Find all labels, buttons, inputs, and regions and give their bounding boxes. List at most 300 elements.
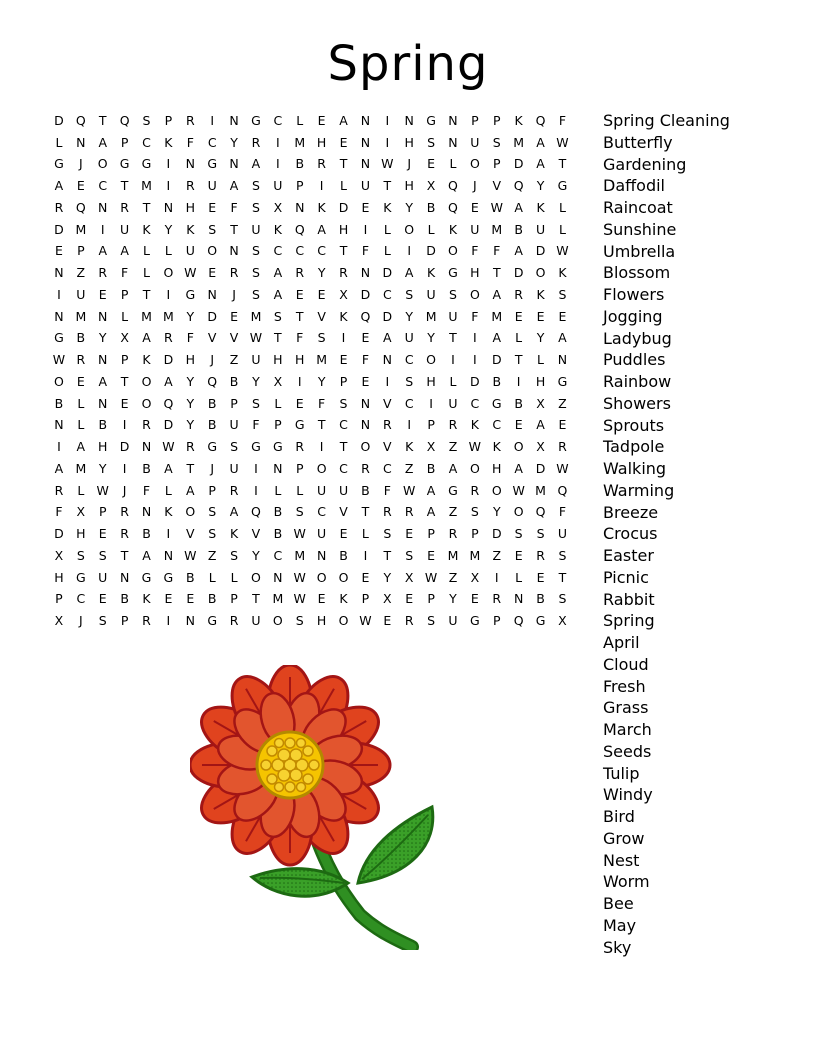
grid-letter: N [185,613,195,629]
grid-letter: O [404,221,415,237]
grid-letter: F [186,330,194,346]
word-list-item: Tadpole [603,437,665,457]
grid-letter: W [381,156,394,172]
grid-letter: E [317,112,326,128]
grid-letter: R [251,134,261,150]
word-list-item: Windy [603,785,653,805]
grid-letter: N [448,112,458,128]
grid-letter: V [339,504,348,520]
grid-letter: H [426,373,436,389]
grid-letter: Y [186,308,195,324]
grid-letter: N [98,395,108,411]
grid-letter: X [54,547,64,563]
grid-letter: C [339,417,348,433]
grid-letter: Y [449,591,457,607]
grid-letter: S [449,286,457,302]
grid-row [48,306,573,328]
grid-letter: E [470,591,479,607]
grid-letter: R [361,460,370,476]
grid-letter: B [273,526,283,542]
grid-letter: O [163,265,174,281]
grid-letter: B [361,482,370,498]
grid-letter: L [515,330,523,346]
grid-letter: A [98,373,107,389]
grid-letter: E [361,330,370,346]
grid-letter: H [316,134,327,150]
word-list-item: Sky [603,937,632,957]
word-list-item: March [603,720,652,739]
grid-row [48,197,573,219]
grid-letter: D [360,286,371,302]
grid-letter: A [536,417,545,433]
grid-letter: N [360,265,371,281]
grid-letter: L [230,569,238,585]
grid-letter: C [273,112,283,128]
grid-letter: M [141,308,152,324]
grid-row [48,502,573,524]
grid-letter: D [54,112,64,128]
grid-letter: S [405,286,414,302]
grid-letter: Z [229,352,239,368]
grid-letter: Y [98,460,107,476]
grid-letter: O [426,352,436,368]
grid-letter: L [143,243,150,259]
grid-letter: V [383,395,392,411]
grid-letter: S [405,373,414,389]
grid-letter: U [251,352,261,368]
grid-letter: X [536,395,545,411]
grid-letter: W [556,134,569,150]
grid-letter: T [361,504,370,520]
word-list-item: Butterfly [603,132,673,152]
flower-illustration [190,665,440,950]
grid-letter: N [448,134,458,150]
word-list-item: Rainbow [603,372,672,391]
grid-letter: B [295,156,305,172]
word-list-item: Grass [603,698,649,718]
grid-letter: M [75,460,87,476]
grid-letter: P [77,243,85,259]
grid-letter: E [361,373,370,389]
grid-letter: R [76,352,86,368]
grid-letter: E [514,417,523,433]
grid-letter: D [513,156,524,172]
grid-letter: I [166,526,171,542]
grid-letter: T [230,221,238,237]
grid-letter: U [207,178,217,194]
grid-letter: X [383,591,392,607]
grid-letter: Y [186,373,195,389]
grid-letter: A [229,504,239,520]
grid-letter: G [557,178,568,194]
grid-letter: E [339,352,348,368]
grid-letter: M [447,547,459,563]
grid-letter: H [404,134,414,150]
grid-letter: M [425,308,437,324]
grid-letter: I [100,221,105,237]
grid-letter: E [76,373,85,389]
word-list-item: Spring [603,611,655,631]
grid-letter: S [427,613,436,629]
grid-letter: D [535,460,546,476]
grid-letter: E [514,308,523,324]
grid-letter: W [468,439,482,455]
grid-letter: N [141,439,152,455]
grid-letter: A [273,265,283,281]
grid-letter: A [54,178,64,194]
grid-letter: P [492,156,501,172]
grid-letter: H [535,373,546,389]
grid-letter: L [143,265,150,281]
grid-letter: H [316,613,327,629]
grid-letter: I [319,439,324,455]
grid-letter: Q [535,112,546,128]
grid-letter: I [122,417,127,433]
grid-letter: D [54,526,64,542]
grid-letter: L [77,417,85,433]
grid-letter: R [185,178,195,194]
grid-letter: R [142,417,151,433]
grid-letter: K [536,199,545,215]
grid-letter: K [229,526,239,542]
grid-letter: Q [75,112,86,128]
grid-letter: I [166,613,171,629]
grid-letter: R [142,613,151,629]
grid-letter: Y [98,330,107,346]
grid-letter: I [516,373,521,389]
grid-letter: O [185,504,196,520]
grid-row [48,480,573,502]
grid-letter: E [405,591,414,607]
grid-letter: R [185,439,195,455]
grid-letter: B [207,395,217,411]
grid-letter: V [207,330,217,346]
grid-letter: J [210,460,215,476]
grid-letter: K [164,134,173,150]
grid-letter: C [404,352,414,368]
grid-letter: B [76,330,86,346]
grid-letter: C [382,286,392,302]
grid-letter: Y [252,373,260,389]
grid-letter: G [448,482,458,498]
grid-letter: N [119,569,130,585]
grid-letter: S [251,286,260,302]
grid-letter: N [557,352,568,368]
grid-letter: E [536,569,545,585]
grid-letter: W [162,439,175,455]
grid-letter: M [513,134,525,150]
grid-letter: O [207,243,218,259]
grid-letter: L [164,243,172,259]
grid-letter: Y [383,569,392,585]
grid-letter: U [251,221,261,237]
grid-letter: D [470,373,480,389]
grid-letter: S [208,221,217,237]
grid-letter: O [141,373,152,389]
grid-letter: R [54,482,64,498]
grid-letter: O [54,373,64,389]
grid-letter: S [230,439,239,455]
grid-letter: U [426,286,436,302]
grid-letter: Q [251,504,261,520]
word-list-item: Blossom [603,263,671,283]
grid-letter: T [142,199,151,215]
grid-letter: H [295,352,305,368]
grid-letter: F [252,417,260,433]
grid-letter: Y [230,134,238,150]
grid-letter: O [469,460,480,476]
grid-letter: I [166,178,171,194]
grid-letter: F [493,243,501,259]
grid-letter: T [317,417,326,433]
grid-letter: O [491,482,502,498]
grid-letter: E [514,547,523,563]
grid-letter: I [57,439,61,455]
grid-letter: L [449,156,457,172]
grid-letter: C [317,504,326,520]
grid-letter: N [163,547,174,563]
grid-letter: S [492,134,501,150]
grid-letter: G [141,156,152,172]
grid-letter: I [363,221,368,237]
grid-letter: H [470,265,480,281]
grid-letter: K [317,199,326,215]
grid-letter: K [514,112,523,128]
grid-letter: N [316,547,327,563]
grid-letter: P [230,591,238,607]
grid-letter: N [163,199,174,215]
grid-letter: I [451,352,455,368]
grid-letter: C [76,591,86,607]
grid-letter: W [249,330,263,346]
grid-letter: A [273,286,283,302]
grid-letter: J [78,156,83,172]
grid-letter: B [229,373,239,389]
grid-letter: M [491,308,503,324]
grid-letter: A [492,330,502,346]
grid-letter: E [230,308,239,324]
grid-letter: F [471,243,479,259]
grid-letter: U [185,243,195,259]
grid-letter: M [491,221,503,237]
grid-letter: N [54,417,64,433]
grid-letter: H [492,460,502,476]
grid-letter: M [294,134,306,150]
grid-letter: A [536,134,545,150]
grid-letter: G [141,569,152,585]
grid-letter: O [272,613,283,629]
grid-letter: R [382,504,392,520]
grid-letter: L [558,199,566,215]
grid-letter: U [120,221,130,237]
word-list-item: Cloud [603,654,649,674]
grid-letter: A [164,460,173,476]
grid-letter: Q [513,178,524,194]
grid-letter: S [251,199,260,215]
grid-letter: N [382,352,392,368]
grid-letter: N [360,417,371,433]
grid-letter: N [76,134,86,150]
grid-letter: W [490,199,503,215]
grid-letter: B [98,417,108,433]
grid-letter: T [558,569,567,585]
grid-letter: P [120,134,129,150]
grid-letter: S [558,591,567,607]
grid-letter: C [404,395,414,411]
grid-letter: R [120,526,129,542]
word-list-item: Ladybug [603,328,672,348]
grid-letter: C [273,243,283,259]
grid-letter: N [229,243,239,259]
grid-letter: L [361,526,369,542]
grid-letter: L [383,221,391,237]
grid-letter: U [448,395,458,411]
grid-letter: U [338,482,349,498]
grid-letter: E [427,156,436,172]
grid-row [48,241,573,263]
grid-letter: E [295,286,304,302]
grid-letter: N [513,591,524,607]
grid-row [48,110,573,132]
grid-letter: B [536,591,545,607]
grid-letter: O [141,395,152,411]
grid-letter: R [317,156,326,172]
grid-letter: A [164,373,173,389]
grid-letter: D [535,243,546,259]
grid-row [48,175,573,197]
word-list [603,110,730,958]
grid-row [48,284,573,306]
grid-letter: W [403,482,416,498]
grid-letter: T [383,178,392,194]
grid-letter: I [429,395,433,411]
grid-letter: F [55,504,63,520]
grid-letter: P [164,112,173,128]
grid-letter: Y [186,417,195,433]
grid-letter: X [558,613,567,629]
word-list-item: Bee [603,894,634,913]
grid-letter: G [207,613,218,629]
grid-letter: F [142,482,151,498]
grid-letter: Y [492,504,501,520]
grid-letter: O [448,243,458,259]
grid-letter: U [557,526,567,542]
grid-letter: A [54,460,64,476]
grid-letter: I [494,569,499,585]
grid-row [48,154,573,176]
grid-letter: S [208,504,217,520]
grid-letter: E [76,178,85,194]
grid-letter: H [404,178,414,194]
grid-letter: L [537,352,545,368]
grid-letter: O [338,569,349,585]
grid-letter: G [426,112,436,128]
grid-letter: R [164,330,173,346]
grid-letter: Y [427,330,435,346]
grid-letter: M [75,308,87,324]
grid-letter: Y [186,395,195,411]
grid-letter: K [142,352,151,368]
grid-letter: B [207,591,217,607]
grid-letter: I [254,482,258,498]
grid-letter: I [385,134,390,150]
grid-letter: E [317,286,326,302]
grid-letter: O [338,613,349,629]
grid-letter: Z [492,547,502,563]
grid-letter: S [427,134,436,150]
grid-letter: I [473,330,477,346]
grid-letter: L [296,482,304,498]
grid-letter: H [54,569,64,585]
grid-letter: B [514,395,523,411]
grid-letter: R [120,199,129,215]
grid-letter: C [492,417,502,433]
grid-letter: Q [207,373,218,389]
grid-letter: S [558,286,567,302]
grid-letter: G [54,156,64,172]
grid-letter: R [295,439,305,455]
grid-letter: R [470,482,480,498]
grid-letter: O [535,265,546,281]
grid-letter: J [473,178,477,194]
grid-letter: K [383,199,392,215]
grid-letter: A [142,547,151,563]
grid-letter: P [471,526,479,542]
grid-letter: F [383,482,391,498]
grid-letter: G [448,265,458,281]
grid-letter: A [426,482,436,498]
grid-letter: G [163,569,174,585]
grid-letter: I [122,460,127,476]
grid-letter: P [295,460,304,476]
grid-letter: D [207,308,217,324]
grid-letter: L [515,569,523,585]
grid-letter: O [316,460,327,476]
grid-letter: D [491,352,502,368]
grid-letter: G [54,330,64,346]
grid-letter: D [54,221,64,237]
grid-letter: O [513,504,524,520]
grid-letter: C [339,460,348,476]
grid-letter: P [208,482,216,498]
grid-letter: K [339,308,348,324]
grid-letter: T [339,243,348,259]
grid-letter: S [251,395,260,411]
grid-letter: U [317,482,327,498]
grid-letter: X [426,178,436,194]
grid-letter: D [163,417,174,433]
grid-letter: O [97,156,108,172]
grid-letter: H [98,439,108,455]
grid-letter: K [273,221,282,237]
grid-letter: T [98,112,107,128]
grid-letter: E [536,308,545,324]
grid-letter: A [317,221,326,237]
grid-letter: T [120,547,129,563]
grid-letter: K [186,221,195,237]
grid-letter: N [98,199,108,215]
grid-letter: L [383,243,391,259]
grid-letter: B [273,504,283,520]
word-list-item: Easter [603,546,654,565]
grid-letter: P [295,178,304,194]
grid-letter: V [492,178,502,194]
grid-letter: A [514,243,523,259]
grid-letter: K [405,439,414,455]
grid-letter: A [98,134,107,150]
grid-letter: D [119,439,130,455]
grid-letter: A [98,243,107,259]
